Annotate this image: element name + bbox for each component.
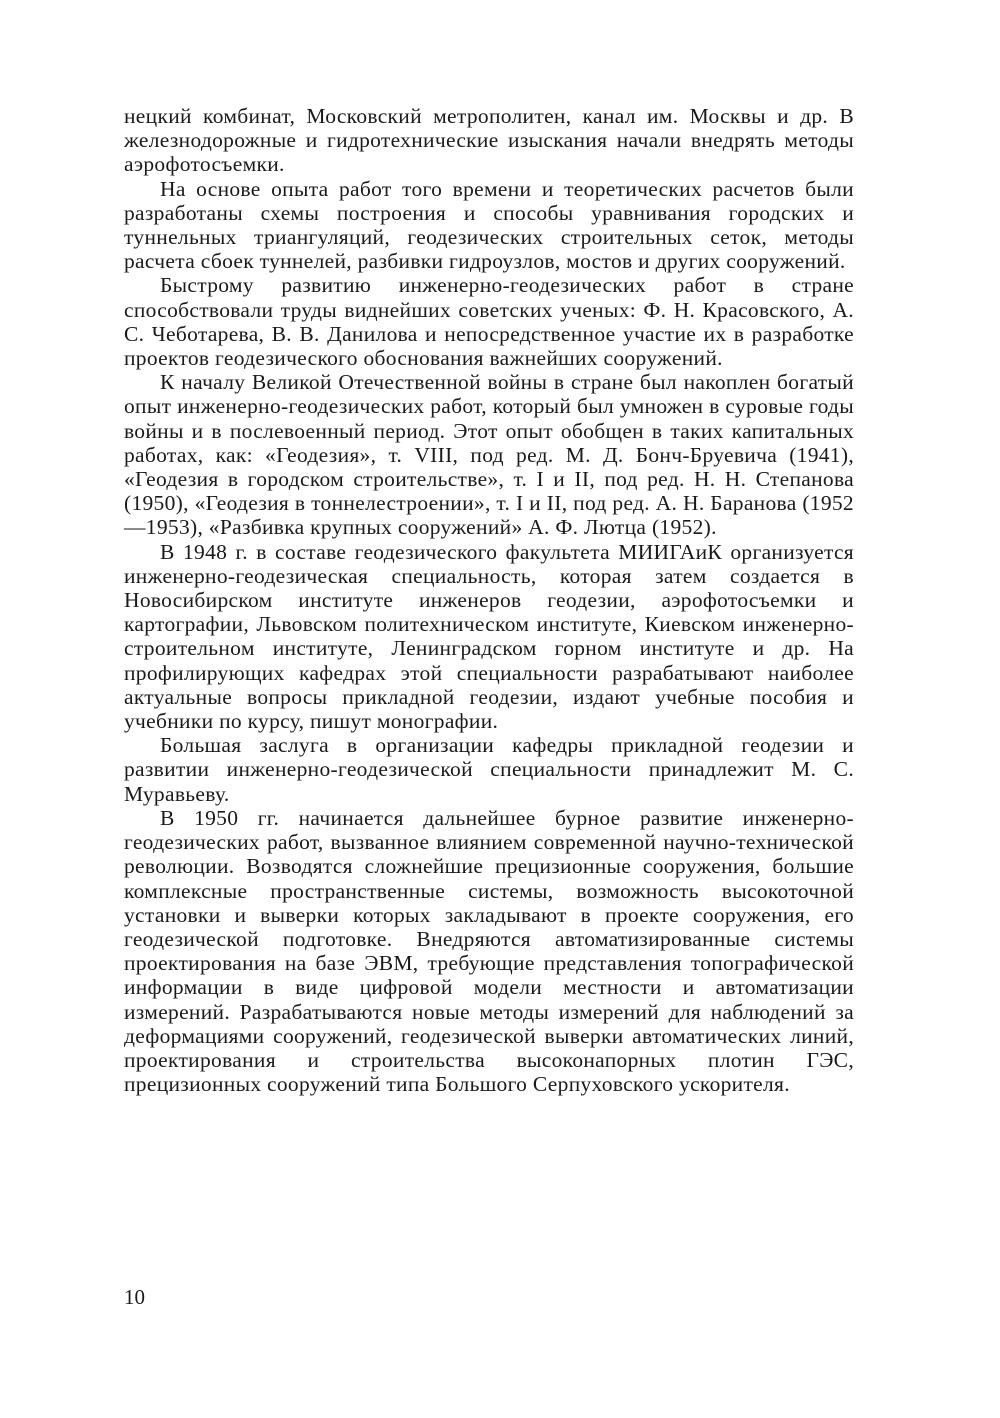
paragraph-7: В 1950 гг. начинается дальнейшее бурное развитие инженерно-геодезических работ, вызванное влиянием современной научно-технической революции. Возводятся сложнейшие прецизионные сооружения, большие комплексные пространственные системы, возможность высокоточной установки и выверки которых закладывают в проекте сооружения, его геодезической подготовке. Внедряются автоматизированные системы проектирования на базе ЭВМ, требующие представления топографической информации в виде цифровой модели местности и автоматизации измерений. Разрабатываются новые методы измерений для наблюдений за деформациями сооружений, геодезической выверки автоматических линий, проектирования и строительства высоконапорных плотин ГЭС, прецизионных сооружений типа Большого Серпуховского ускорителя.: [124, 805, 854, 1097]
paragraph-1: нецкий комбинат, Московский метрополитен, канал им. Москвы и др. В железнодорожные и гидротехнические изыскания начали внедрять методы аэрофотосъемки.: [124, 104, 854, 177]
paragraph-2: На основе опыта работ того времени и теоретических расчетов были разработаны схемы построения и способы уравнивания городских и туннельных триангуляций, геодезических строительных сеток, методы расчета сбоек туннелей, разбивки гидроузлов, мостов и других сооружений.: [124, 176, 854, 274]
body-text: [124, 104, 854, 1096]
paragraph-3: Быстрому развитию инженерно-геодезических работ в стране способствовали труды виднейших советских ученых: Ф. Н. Красовского, А. С. Чеботарева, В. В. Данилова и непосредственное участие их в разработке проектов геодезического обоснования важнейших сооружений.: [124, 273, 854, 371]
page-number: 10: [124, 1285, 145, 1309]
paragraph-6: Большая заслуга в организации кафедры прикладной геодезии и развитии инженерно-геодезической специальности принадлежит М. С. Муравьеву.: [124, 733, 854, 806]
paragraph-4: К началу Великой Отечественной войны в стране был накоплен богатый опыт инженерно-геодезических работ, который был умножен в суровые годы войны и в послевоенный период. Этот опыт обобщен в таких капитальных работах, как: «Геодезия», т. VIII, под ред. М. Д. Бонч-Бруевича (1941), «Геодезия в городском строительстве», т. I и II, под ред. Н. Н. Степанова (1950), «Геодезия в тоннелестроении», т. I и II, под ред. А. Н. Баранова (1952—1953), «Разбивка крупных сооружений» А. Ф. Лютца (1952).: [124, 370, 854, 540]
paragraph-5: В 1948 г. в составе геодезического факультета МИИГАиК организуется инженерно-геодезическая специальность, которая затем создается в Новосибирском институте инженеров геодезии, аэрофотосъемки и картографии, Львовском политехническом институте, Киевском инженерно-строительном институте, Ленинградском горном институте и др. На профилирующих кафедрах этой специальности разрабатывают наиболее актуальные вопросы прикладной геодезии, издают учебные пособия и учебники по курсу, пишут монографии.: [124, 539, 854, 734]
